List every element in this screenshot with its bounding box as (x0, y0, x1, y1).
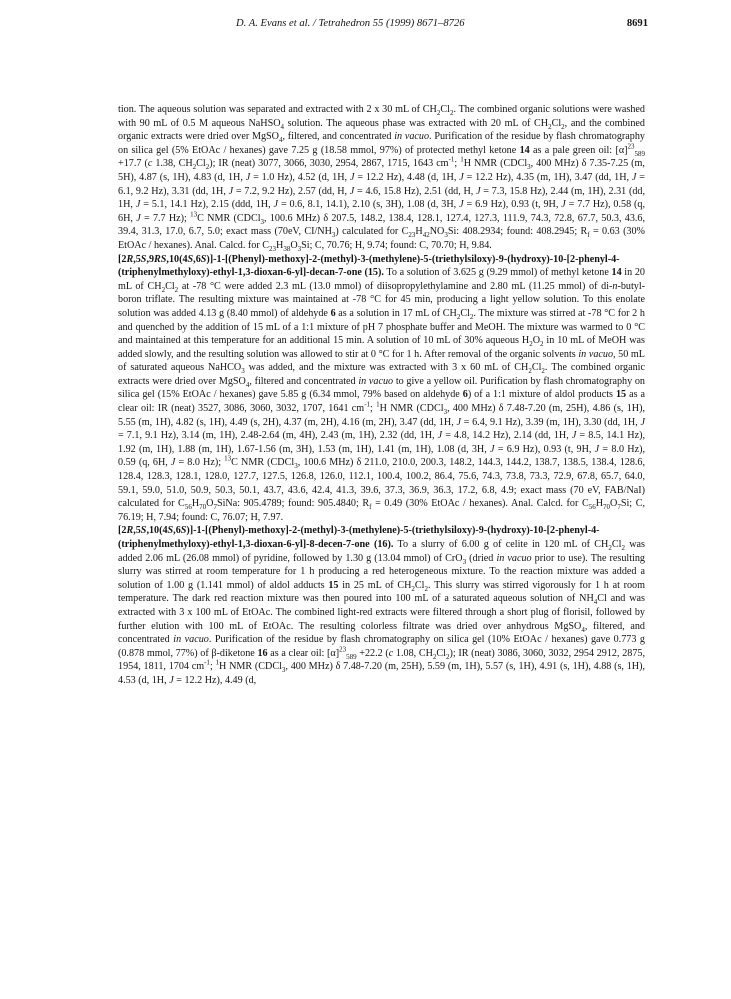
text-segment: -butyl-boron triflate. The resulting mixture was maintained at -78 °C for 45 min, producing a light yellow solution. To this enolate solution was added 4.13 g (8.40 mmol) of aldehyde (118, 280, 646, 319)
text-segment: in vacuo (578, 348, 614, 360)
text-segment: , 400 MHz) δ 7.35-7.25 (m, 5H), 4.87 (s, 1H), 4.83 (d, 1H, (118, 158, 645, 183)
text-segment: = 0.63 (30% EtOAc / hexanes). Anal. Calcd. for C (118, 226, 645, 251)
text-segment: in vacuo (394, 131, 430, 143)
text-segment: 42 (422, 231, 430, 240)
text-segment: C NMR (CDCl (231, 457, 295, 469)
text-segment: was added, and the mixture was extracted with 3 x 60 mL of CH (244, 362, 529, 374)
text-segment: Cl and was extracted with 3 x 100 mL of EtOAc. The combined light-red extracts were filtered through a short plug of florisil, followed by further elution with 100 mL of EtOAc. The resulting colorless filtrate was dried over anhydrous MgSO (118, 593, 645, 632)
text-segment: . This slurry was stirred vigorously for 1 h at room temperature. The dark red reaction mixture was then poured into 100 mL of a saturated aqueous solution of NH (118, 579, 645, 605)
text-segment: 1 (460, 156, 464, 164)
text-segment: = 8.0 Hz); (175, 457, 225, 469)
text-segment: J (594, 443, 600, 455)
text-segment: 3 (297, 244, 302, 253)
text-segment: in 20 mL of CH (118, 267, 645, 292)
text-segment: Cl (196, 158, 206, 170)
paragraph-methyl-ketone-14 (118, 103, 645, 253)
text-segment: 2 (541, 367, 545, 376)
text-segment: as a clear oil: IR (neat) 3527, 3086, 3060, 3032, 1707, 1641 cm (118, 389, 645, 415)
text-segment: 4 (593, 598, 598, 607)
text-segment: Cl (460, 307, 470, 319)
text-segment: ,6 (173, 525, 181, 537)
text-segment: 2 (469, 312, 474, 321)
text-segment: 2 (432, 652, 437, 661)
text-segment: J (245, 171, 251, 183)
text-segment: -1 (204, 658, 210, 667)
text-segment: ); IR (neat) 3086, 3060, 3032, 2954 2912, 2875, 1954, 1811, 1704 cm (118, 647, 645, 673)
text-segment: in 25 mL of CH (338, 579, 412, 591)
text-segment: 2 (192, 163, 197, 172)
text-segment: Cl (165, 280, 175, 292)
text-segment: 4 (245, 380, 250, 389)
text-segment: SiNa: 905.4789; found: 905.4840; R (216, 498, 370, 510)
text-segment: 2 (449, 109, 454, 118)
text-segment: , filtered, and concentrated (282, 131, 395, 143)
text-segment: 4 (581, 625, 585, 634)
text-segment: Cl (414, 579, 425, 591)
text-segment: J (349, 185, 355, 197)
text-segment: = 0.6, 8.1, 14.1), 2.10 (s, 3H), 1.08 (d, 3H, (278, 199, 460, 211)
text-segment: O (610, 498, 618, 510)
text-segment: (dried (466, 552, 497, 564)
text-segment: , 100.6 MHz) δ 207.5, 148.2, 138.4, 128.1, 127.4, 127.3, 111.9, 74.3, 72.8, 67.7, 50.3, 43.6, 39.4, 31.3, 17.0, 6.7, 5.0; exact mass (70eV, CI/NH (118, 212, 646, 238)
text-segment: in 10 mL of MeOH was added slowly, and the resulting solution was allowed to stir at 0 °C for 1 h. After removal of the organic solvents (118, 335, 645, 360)
text-segment: 2 (411, 584, 415, 593)
text-segment: 7 (213, 503, 217, 512)
text-segment: c (388, 647, 394, 659)
text-segment: , 400 MHz) δ 7.48-7.20 (m, 25H), 5.59 (m, 1H), 5.57 (s, 1H), 4.91 (s, 1H), 4.88 (s, 1H), 4.53 (d, 1H, (118, 661, 645, 686)
text-segment: 15 (615, 389, 627, 401)
text-segment: 6 (462, 389, 468, 401)
text-segment: H (191, 498, 200, 510)
text-segment: J (169, 674, 174, 686)
text-segment: J (490, 443, 495, 455)
text-segment: S (200, 253, 207, 265)
text-segment: S (140, 525, 147, 537)
text-segment: = 6.9 Hz), 0.93 (t, 9H, (494, 443, 595, 455)
text-segment: , 50 mL of saturated aqueous NaHCO (118, 348, 645, 374)
text-segment: = 6.4, 9.1 Hz), 3.39 (m, 1H), 3.30 (dd, 1H, (460, 416, 641, 428)
text-segment: J (640, 416, 645, 428)
text-segment: in vacuo (358, 375, 394, 387)
text-segment: 1.08, CH (393, 647, 433, 659)
text-segment: solution. The aqueous phase was extracted with 20 mL of CH (284, 117, 549, 129)
text-segment: 2 (561, 122, 565, 131)
text-segment: , filtered and concentrated (249, 375, 359, 387)
text-segment: = 6.9 Hz), 0.93 (t, 9H, (463, 199, 562, 211)
text-segment: ; (454, 158, 461, 170)
text-segment: 1 (376, 400, 380, 409)
text-segment: = 8.0 Hz), 0.59 (q, 6H, (118, 443, 645, 469)
text-segment: at -78 °C were added 2.3 mL (13.0 mmol) of diisopropylethylamine and 2.80 mL (11.25 mmol) of di- (178, 280, 613, 292)
text-segment: 1 (215, 658, 220, 667)
text-segment: -1 (448, 156, 455, 164)
text-segment: 6 (330, 307, 336, 319)
text-segment: J (561, 199, 566, 211)
text-segment: 589 (634, 149, 645, 158)
text-segment: ; (370, 403, 377, 415)
text-segment: J (349, 171, 355, 183)
paragraph-diketone-16 (118, 524, 645, 687)
text-segment: = 7.7 Hz), 0.58 (q, 6H, (118, 199, 646, 224)
text-segment: S (140, 253, 147, 265)
text-segment: 2 (528, 367, 532, 376)
text-segment: 2 (529, 340, 533, 349)
text-segment: , and the combined organic extracts were dried over MgSO (118, 117, 645, 143)
text-segment: ,5 (133, 525, 141, 537)
text-segment: O (532, 335, 540, 347)
text-segment: n (612, 280, 618, 292)
text-segment: ,10(4 (166, 253, 188, 265)
text-segment: O (290, 239, 298, 251)
text-segment: . The combined organic extracts were dried over MgSO (118, 362, 645, 387)
text-segment: . The combined organic solutions were washed with 90 mL of 0.5 M aqueous NaHSO (118, 104, 645, 129)
text-segment: J (228, 185, 234, 197)
text-segment: S (167, 525, 174, 537)
text-segment: )]-1-[(Phenyl)-methoxy]-2-(methyl)-3-(methylene)-5-(triethylsiloxy)-9-(hydroxy)-10-[2-phenyl-4-(triphenylmethyloxy)-ethyl-1,3-dioxan-6-yl]-decan-7-one (15). (118, 253, 620, 279)
text-segment: H (415, 226, 423, 238)
text-segment: Cl (440, 104, 450, 115)
text-segment: ; (209, 661, 216, 673)
page-number: 8691 (626, 18, 648, 29)
text-segment: ,9 (146, 253, 155, 265)
text-segment: 2 (608, 544, 612, 553)
text-segment: J (456, 416, 461, 428)
paragraph-aldol-15 (118, 253, 645, 525)
text-segment: = 4.8, 14.2 Hz), 2.14 (dd, 1H, (442, 430, 572, 442)
text-segment: 70 (603, 503, 611, 512)
text-segment: J (437, 430, 443, 442)
text-segment: 3 (527, 163, 531, 172)
text-segment: as a solution in 17 mL of CH (335, 307, 457, 319)
text-segment: J (136, 212, 141, 224)
text-segment: = 12.2 Hz), 4.49 (d, (173, 674, 257, 686)
text-segment: 2 (540, 340, 544, 349)
text-segment: 2 (548, 122, 552, 131)
running-header (118, 18, 648, 38)
text-segment: H NMR (CDCl (219, 661, 282, 673)
text-segment: J (571, 430, 577, 442)
text-segment: )]-1-[(Phenyl)-methoxy]-2-(methyl)-3-(methylene)-5-(triethylsiloxy)-9-(hydroxy)-10-[2-phenyl-4-(triphenylmethyloxy)-ethyl-1,3-dioxan-6-yl]-8-decen-7-one (16). (118, 525, 600, 550)
text-segment: = 12.2 Hz), 4.48 (d, 1H, (354, 171, 460, 183)
text-segment: = 7.2, 9.2 Hz), 2.57 (dd, H, (233, 185, 350, 197)
text-segment: H (595, 498, 604, 510)
text-segment: ); IR (neat) 3077, 3066, 3030, 2954, 2867, 1715, 1643 cm (209, 158, 449, 170)
text-segment: J (170, 457, 176, 469)
text-segment: was added 2.06 mL (26.08 mmol) of pyridine, followed by 1.30 g (13.04 mmol) of CrO (118, 539, 645, 564)
text-segment: J (459, 199, 464, 211)
text-segment: R (126, 253, 134, 265)
text-segment: 3 (260, 217, 265, 226)
text-segment: 2 (205, 163, 210, 172)
text-segment: J (459, 171, 464, 183)
text-segment: RS (154, 253, 167, 265)
text-segment: J (631, 171, 637, 183)
text-segment: +17.7 ( (118, 158, 148, 170)
text-segment: = 4.6, 15.8 Hz), 2.51 (dd, H, (354, 185, 477, 197)
text-segment: 23 (627, 142, 635, 151)
text-segment: = 5.1, 14.1 Hz), 2.15 (ddd, 1H, (140, 199, 274, 211)
text-segment: ) calculated for C (335, 226, 409, 238)
text-segment: f (587, 231, 590, 240)
text-segment: tion. The aqueous solution was separated and extracted with 2 x 30 mL of CH (118, 104, 437, 115)
text-segment: as a clear oil: [α] (267, 647, 340, 659)
text-segment: S (187, 253, 194, 265)
text-segment: 70 (199, 503, 207, 512)
text-segment: -1 (364, 400, 371, 409)
text-segment: , 400 MHz) δ 7.48-7.20 (m, 25H), 4.86 (s, 1H), 5.55 (m, 1H), 4.82 (s, 1H), 4.49 (s, 2H), 4.37 (m, 2H), 4.16 (m, 2H), 3.47 (dd, 1H, (118, 403, 645, 428)
text-segment: ,10(4 (146, 525, 168, 537)
text-segment: ,6 (193, 253, 201, 265)
text-segment: 2 (456, 312, 461, 321)
running-head-citation: D. A. Evans et al. / Tetrahedron 55 (1999) 8671–8726 (236, 18, 465, 29)
text-segment: = 7.3, 15.8 Hz), 2.44 (m, 1H), 2.31 (dd, 1H, (118, 185, 645, 211)
text-segment: 2 (174, 285, 179, 294)
text-segment: 16 (257, 647, 268, 659)
text-segment: , filtered, and concentrated (118, 620, 645, 646)
text-segment: c (147, 158, 153, 170)
text-segment: 3 (294, 462, 298, 471)
text-segment: 14 (519, 144, 530, 156)
text-segment: O (206, 498, 214, 510)
text-segment: = 7.1, 9.1 Hz), 3.14 (m, 1H), 2.48-2.64 (m, 4H), 2.43 (m, 1H), 2.32 (dd, 1H, (118, 430, 438, 442)
text-segment: = 8.5, 14.1 Hz), 1.92 (m, 1H), 1.88 (m, 1H), 1.67-1.56 (m, 3H), 1.53 (m, 1H), 1.41 (m, 1H), 1.08 (d, 3H, (118, 430, 645, 455)
text-segment: 2 (436, 109, 441, 118)
text-segment: 589 (346, 652, 357, 661)
text-segment: in vacuo (496, 552, 532, 564)
text-segment: to give a yellow oil. Purification by flash chromatography on silica gel (15% EtOAc / hexanes) gave 5.85 g (6.34 mmol, 79% based on aldehyde (118, 375, 645, 401)
text-segment: Cl (611, 539, 622, 550)
text-segment: To a solution of 3.625 g (9.29 mmol) of methyl ketone (383, 267, 612, 279)
text-segment: 2 (424, 584, 428, 593)
text-segment: ) of a 1:1 mixture of aldol products (467, 389, 616, 401)
text-segment: 4 (280, 122, 285, 131)
text-segment: = 1.0 Hz), 4.52 (d, 1H, (250, 171, 350, 183)
text-segment: prior to use). The resulting slurry was stirred at room temperature for 1 h producing a red heterogeneous mixture. To the reaction mixture was added a solution of 1.00 g (1.141 mmol) of aldol adducts (118, 552, 645, 591)
text-segment: 15 (328, 579, 339, 591)
text-segment: Cl (531, 362, 542, 374)
text-segment: H NMR (CDCl (463, 158, 528, 170)
text-segment: Cl (436, 647, 446, 659)
text-segment: Si; C, 76.19; H, 7.94; found: C, 76.07; H, 7.97. (118, 498, 645, 523)
text-segment: 3 (331, 231, 336, 240)
text-segment: 1.38, CH (152, 158, 193, 170)
text-segment: 3 (241, 367, 245, 376)
text-segment: 3 (281, 666, 286, 675)
text-segment: To a slurry of 6.00 g of celite in 120 mL of CH (393, 539, 609, 550)
text-segment: 13 (190, 210, 198, 219)
text-segment: 7 (617, 503, 621, 512)
text-segment: 4 (279, 136, 283, 145)
text-segment: = 12.2 Hz), 4.35 (m, 1H), 3.47 (dd, 1H, (463, 171, 632, 183)
text-segment: . Purification of the residue by flash chromatography on silica gel (5% EtOAc / hexanes) gave 7.25 g (18.58 mmol, 97%) of protected methyl ketone (118, 131, 645, 156)
text-segment: 56 (588, 503, 596, 512)
text-segment: H NMR (CDCl (379, 403, 444, 415)
text-segment: 3 (443, 408, 448, 417)
text-segment: . Purification of the residue by flash chromatography on silica gel (10% EtOAc / hexanes) gave 0.773 g (0.878 mmol, 77%) of β-diketone (118, 634, 645, 659)
text-segment: ,5 (133, 253, 141, 265)
text-segment: Si: 408.2934; found: 408.2945; R (447, 226, 588, 238)
text-segment: f (369, 503, 372, 512)
text-segment: 3 (444, 231, 448, 240)
text-segment: as a pale green oil: [α] (529, 144, 628, 156)
text-segment: 2 (446, 652, 450, 661)
text-segment: R (126, 525, 134, 537)
text-segment: 38 (283, 244, 291, 253)
text-segment: 23 (408, 231, 416, 240)
text-segment: = 6.1, 9.2 Hz), 3.31 (dd, 1H, (118, 171, 645, 197)
text-segment: NO (429, 226, 445, 238)
text-segment: J (273, 199, 279, 211)
text-segment: +22.2 ( (356, 647, 389, 659)
text-segment: 2 (161, 285, 166, 294)
text-segment: [2 (118, 525, 127, 537)
text-segment: J (135, 199, 141, 211)
text-segment: Si; C, 70.76; H, 9.74; found: C, 70.70; H, 9.84. (301, 239, 492, 251)
text-segment: 14 (611, 267, 622, 279)
text-segment: J (476, 185, 481, 197)
text-segment: 23 (339, 645, 347, 654)
text-segment: in vacuo (173, 634, 209, 646)
text-segment: 23 (269, 244, 276, 253)
experimental-text (118, 103, 645, 688)
text-segment: 13 (224, 455, 232, 464)
text-segment: . The mixture was stirred at -78 °C for 2 h and quenched by the addition of 15 mL of a 1:1 mixture of pH 7 phosphate buffer and MeOH. The mixture was warmed to 0 °C and maintained at this temperature for an additional 15 min. A solution of 10 mL of 30% aqueous H (118, 307, 645, 347)
text-segment: [2 (118, 253, 127, 265)
text-segment: 3 (462, 557, 467, 566)
text-segment: = 7.7 Hz); (140, 212, 191, 224)
text-segment: S (180, 525, 187, 537)
text-segment: 2 (621, 544, 625, 553)
text-segment: C NMR (CDCl (197, 212, 261, 224)
text-segment: 56 (184, 503, 192, 512)
text-segment: Cl (551, 117, 562, 129)
text-segment: H (276, 239, 284, 251)
text-segment: = 0.49 (30% EtOAc / hexanes). Anal. Calcd. for C (371, 498, 589, 510)
text-segment: , 100.6 MHz) δ 211.0, 210.0, 200.3, 148.2, 144.3, 144.2, 138.7, 138.5, 138.4, 128.6, 128.4, 128.3, 128.1, 128.0, 127.7, 127.5, 126.8, 126.0, 112.1, 100.4, 100.2, 86.4, 75.6, 74.3, 73.8, 73.3, 72.9, 67.8, 65.7, 64.0, 59.1, 59.0, 51.0, 50.9, 50.3, 50.1, 43.7, 43.6, 42.4, 41.3, 39.6, 37.3, 36.9, 36.3, 17.2, 6.8, 4.9; exact mass (70 eV, FAB/NaI) calculated for C (118, 457, 646, 510)
